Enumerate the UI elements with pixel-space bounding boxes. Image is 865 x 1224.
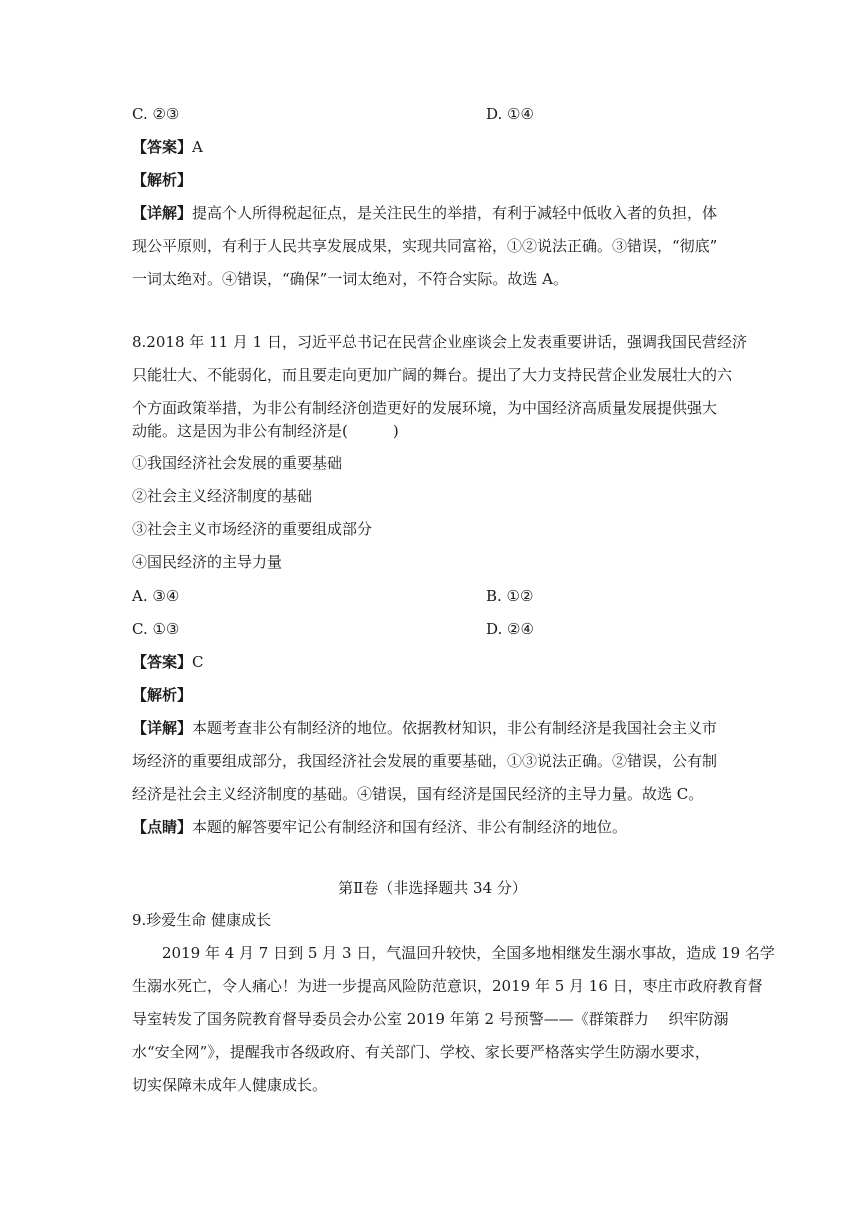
question-stem: 只能壮大、不能弱化，而且要走向更加广阔的舞台。提出了大力支持民营企业发展壮大的六 <box>132 366 733 384</box>
material-paragraph: 水“安全网”》，提醒我市各级政府、有关部门、学校、家长要严格落实学生防溺水要求， <box>132 1043 710 1061</box>
answer-value: A <box>192 138 203 156</box>
question-stem: 个方面政策举措，为非公有制经济创造更好的发展环境，为中国经济高质量发展提供强大 <box>132 399 718 417</box>
answer-label: 【答案】 <box>132 653 193 671</box>
analysis-label: 【解析】 <box>132 171 193 189</box>
detail-label: 【详解】 <box>132 719 193 737</box>
question-stem: 8.2018 年 11 月 1 日，习近平总书记在民营企业座谈会上发表重要讲话，强调我国民营经济 <box>132 333 747 351</box>
detail-text: 现公平原则，有利于人民共享发展成果，实现共同富裕，①②说法正确。③错误，“彻底” <box>132 237 718 255</box>
answer-line <box>132 137 203 157</box>
detail-label: 【详解】 <box>132 204 193 222</box>
option-a: A. ③④ <box>132 587 180 605</box>
tip-line <box>132 817 627 837</box>
section-heading: 第Ⅱ卷（非选择题共 34 分） <box>338 879 527 897</box>
statement-item: ①我国经济社会发展的重要基础 <box>132 454 343 472</box>
material-paragraph: 切实保障未成年人健康成长。 <box>132 1076 328 1094</box>
detail-line <box>132 203 717 223</box>
detail-text: 本题考查非公有制经济的地位。依据教材知识，非公有制经济是我国社会主义市 <box>192 719 718 737</box>
answer-line <box>132 652 204 672</box>
detail-text: 经济是社会主义经济制度的基础。④错误，国有经济是国民经济的主导力量。故选 C。 <box>132 785 704 803</box>
statement-item: ④国民经济的主导力量 <box>132 553 283 571</box>
option-c: C. ②③ <box>132 105 180 123</box>
option-c: C. ①③ <box>132 620 180 638</box>
material-paragraph: 导室转发了国务院教育督导委员会办公室 2019 年第 2 号预警——《群策群力 织牢防溺 <box>132 1010 729 1028</box>
detail-line <box>132 718 717 738</box>
option-b: B. ①② <box>486 587 534 605</box>
detail-text: 提高个人所得税起征点，是关注民生的举措，有利于减轻中低收入者的负担，体 <box>192 204 718 222</box>
analysis-label: 【解析】 <box>132 686 193 704</box>
detail-text: 场经济的重要组成部分，我国经济社会发展的重要基础，①③说法正确。②错误，公有制 <box>132 752 718 770</box>
option-d: D. ②④ <box>486 620 534 638</box>
tip-text: 本题的解答要牢记公有制经济和国有经济、非公有制经济的地位。 <box>192 818 628 836</box>
detail-text: 一词太绝对。④错误，“确保”一词太绝对，不符合实际。故选 A。 <box>132 270 568 288</box>
material-paragraph: 2019 年 4 月 7 日到 5 月 3 日，气温回升较快，全国多地相继发生溺水事故，造成 19 名学 <box>132 944 775 962</box>
option-d: D. ①④ <box>486 105 534 123</box>
material-paragraph: 生溺水死亡，令人痛心！为进一步提高风险防范意识，2019 年 5 月 16 日，枣庄市政府教育督 <box>132 977 763 995</box>
question-title: 9.珍爱生命 健康成长 <box>132 911 272 929</box>
answer-value: C <box>192 653 204 671</box>
answer-label: 【答案】 <box>132 138 193 156</box>
tip-label: 【点睛】 <box>132 818 193 836</box>
statement-item: ③社会主义市场经济的重要组成部分 <box>132 520 373 538</box>
question-stem: 动能。这是因为非公有制经济是( ) <box>132 422 399 440</box>
statement-item: ②社会主义经济制度的基础 <box>132 487 313 505</box>
